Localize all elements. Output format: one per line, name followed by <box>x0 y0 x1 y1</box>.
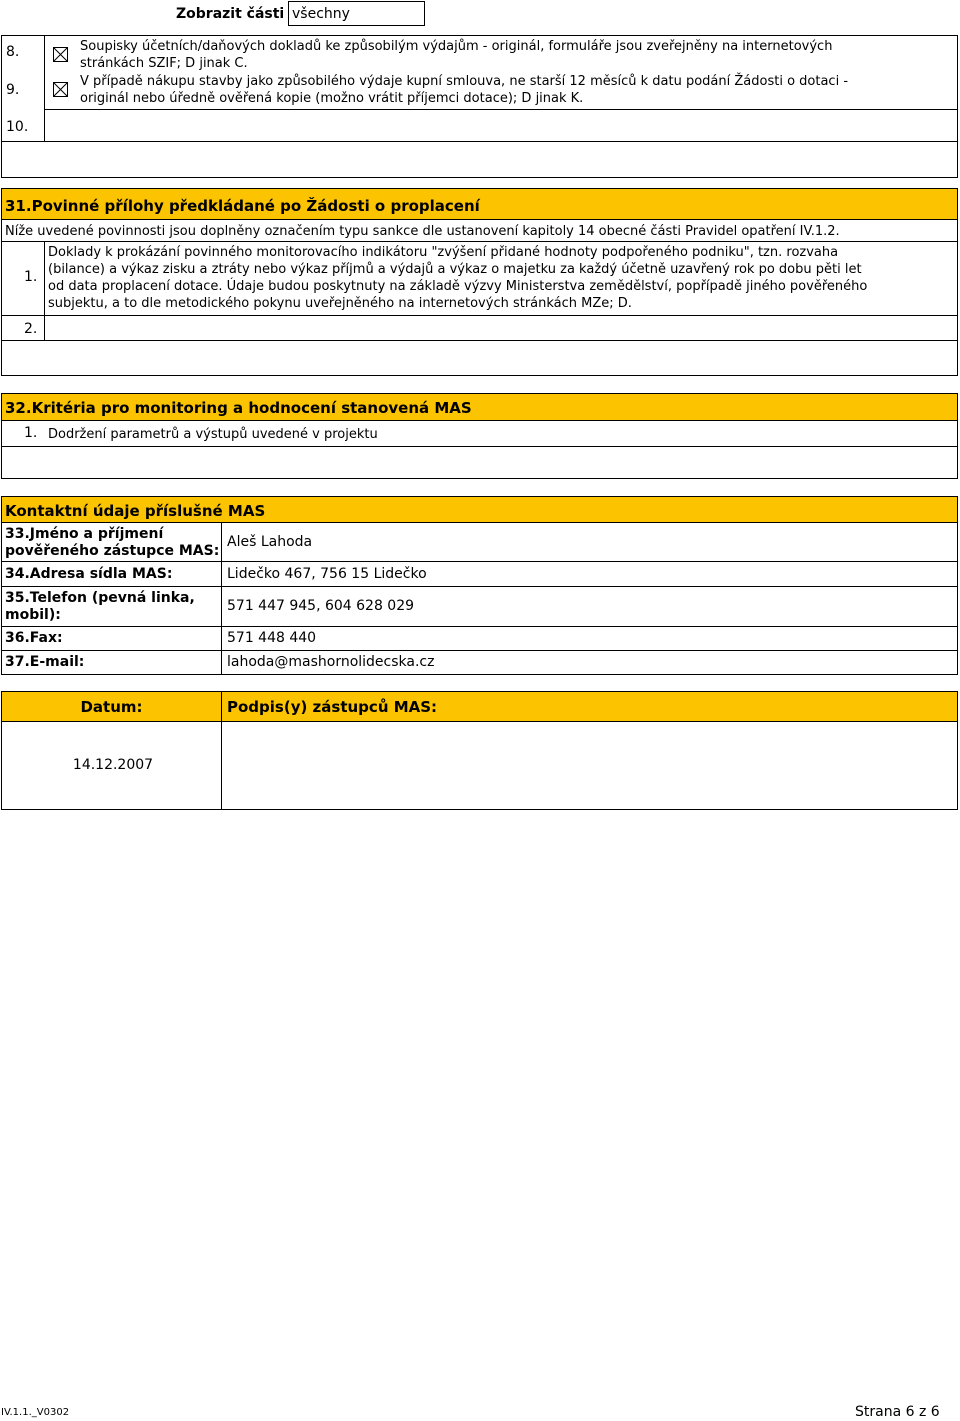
section-32-items <box>1 420 958 447</box>
attachment-checkbox-9[interactable] <box>53 82 68 97</box>
contact-label: 33.Jméno a příjmení pověřeného zástupce MAS: <box>5 526 220 559</box>
footer-code: IV.1.1._V0302 <box>1 1407 70 1418</box>
attachment-text: V případě nákupu stavby jako způsobilého výdaje kupní smlouva, ne starší 12 měsíců k datu podání Žádosti o dotaci - originál nebo úředně ověřená kopie (možno vrátit příjemci dotace); D jinak K. <box>80 74 849 106</box>
row-divider <box>44 109 958 110</box>
row-divider <box>2 315 957 316</box>
column-divider <box>44 36 45 141</box>
item-number: 1. <box>24 425 38 441</box>
attachment-text: Soupisky účetních/daňových dokladů ke způsobilým výdajům - originál, formuláře jsou zveřejněny na internetových stránkách SZIF; D jinak C. <box>80 39 833 71</box>
empty-row <box>1 141 958 178</box>
date-value: 14.12.2007 <box>72 757 154 773</box>
column-divider <box>221 523 222 561</box>
attachment-number: 8. <box>6 44 20 60</box>
contact-row <box>1 586 958 627</box>
column-divider <box>221 562 222 586</box>
item-number: 2. <box>24 321 38 337</box>
date-label: Datum: <box>80 698 143 716</box>
attachment-number: 9. <box>6 82 20 98</box>
contact-row <box>1 650 958 675</box>
attachment-number: 10. <box>6 119 29 135</box>
attachment-checkbox-8[interactable] <box>53 47 68 62</box>
attachments-table <box>1 35 958 142</box>
check-cross-icon <box>54 48 67 61</box>
item-number: 1. <box>24 269 38 285</box>
column-divider <box>44 242 45 340</box>
filter-select[interactable]: všechny <box>288 1 425 26</box>
contact-label: 34.Adresa sídla MAS: <box>5 566 173 582</box>
contact-row <box>1 522 958 562</box>
item-text: Dodržení parametrů a výstupů uvedené v projektu <box>48 427 378 442</box>
empty-row <box>1 446 958 479</box>
section-31-items <box>1 241 958 341</box>
contact-label: 35.Telefon (pevná linka, mobil): <box>5 590 195 623</box>
contact-title: Kontaktní údaje příslušné MAS <box>1 496 958 523</box>
column-divider <box>221 651 222 674</box>
contact-label: 37.E-mail: <box>5 654 85 670</box>
contact-label: 36.Fax: <box>5 630 63 646</box>
column-divider <box>221 627 222 650</box>
item-text: Doklady k prokázání povinného monitorovacího indikátoru "zvýšení přidané hodnoty podpořeného podniku", tzn. rozvaha (bilance) a výkaz zisku a ztráty nebo výkaz příjmů a výdajů a výkaz o majetku za každý účetně uzavřený rok po dobu pěti let od data proplacení dotace. Údaje budou poskytnuty na základě výzvy Ministerstva zemědělství, popřípadě jiného pověřeného subjektu, a to dle metodického pokynu uveřejněného na internetových stránkách MZe; D. <box>48 245 868 311</box>
page-number: Strana 6 z 6 <box>855 1404 940 1420</box>
contact-address: Lidečko 467, 756 15 Lidečko <box>227 566 427 582</box>
column-divider <box>221 692 222 721</box>
empty-row <box>1 340 958 376</box>
section-31-intro: Níže uvedené povinnosti jsou doplněny označením typu sankce dle ustanovení kapitoly 14 obecné části Pravidel opatření IV.1.2. <box>1 219 958 242</box>
contact-row <box>1 561 958 587</box>
contact-email: lahoda@mashornolidecska.cz <box>227 654 435 670</box>
contact-name: Aleš Lahoda <box>227 534 313 550</box>
column-divider <box>221 587 222 626</box>
contact-phone: 571 447 945, 604 628 029 <box>227 598 415 614</box>
signature-label: Podpis(y) zástupců MAS: <box>227 698 438 716</box>
section-31-title: 31.Povinné přílohy předkládané po Žádosti o proplacení <box>1 188 958 220</box>
contact-row <box>1 626 958 651</box>
filter-label: Zobrazit části <box>176 6 285 22</box>
check-cross-icon <box>54 83 67 96</box>
contact-fax: 571 448 440 <box>227 630 317 646</box>
signature-body <box>1 721 958 810</box>
signature-header <box>1 691 958 722</box>
section-32-title: 32.Kritéria pro monitoring a hodnocení stanovená MAS <box>1 393 958 421</box>
